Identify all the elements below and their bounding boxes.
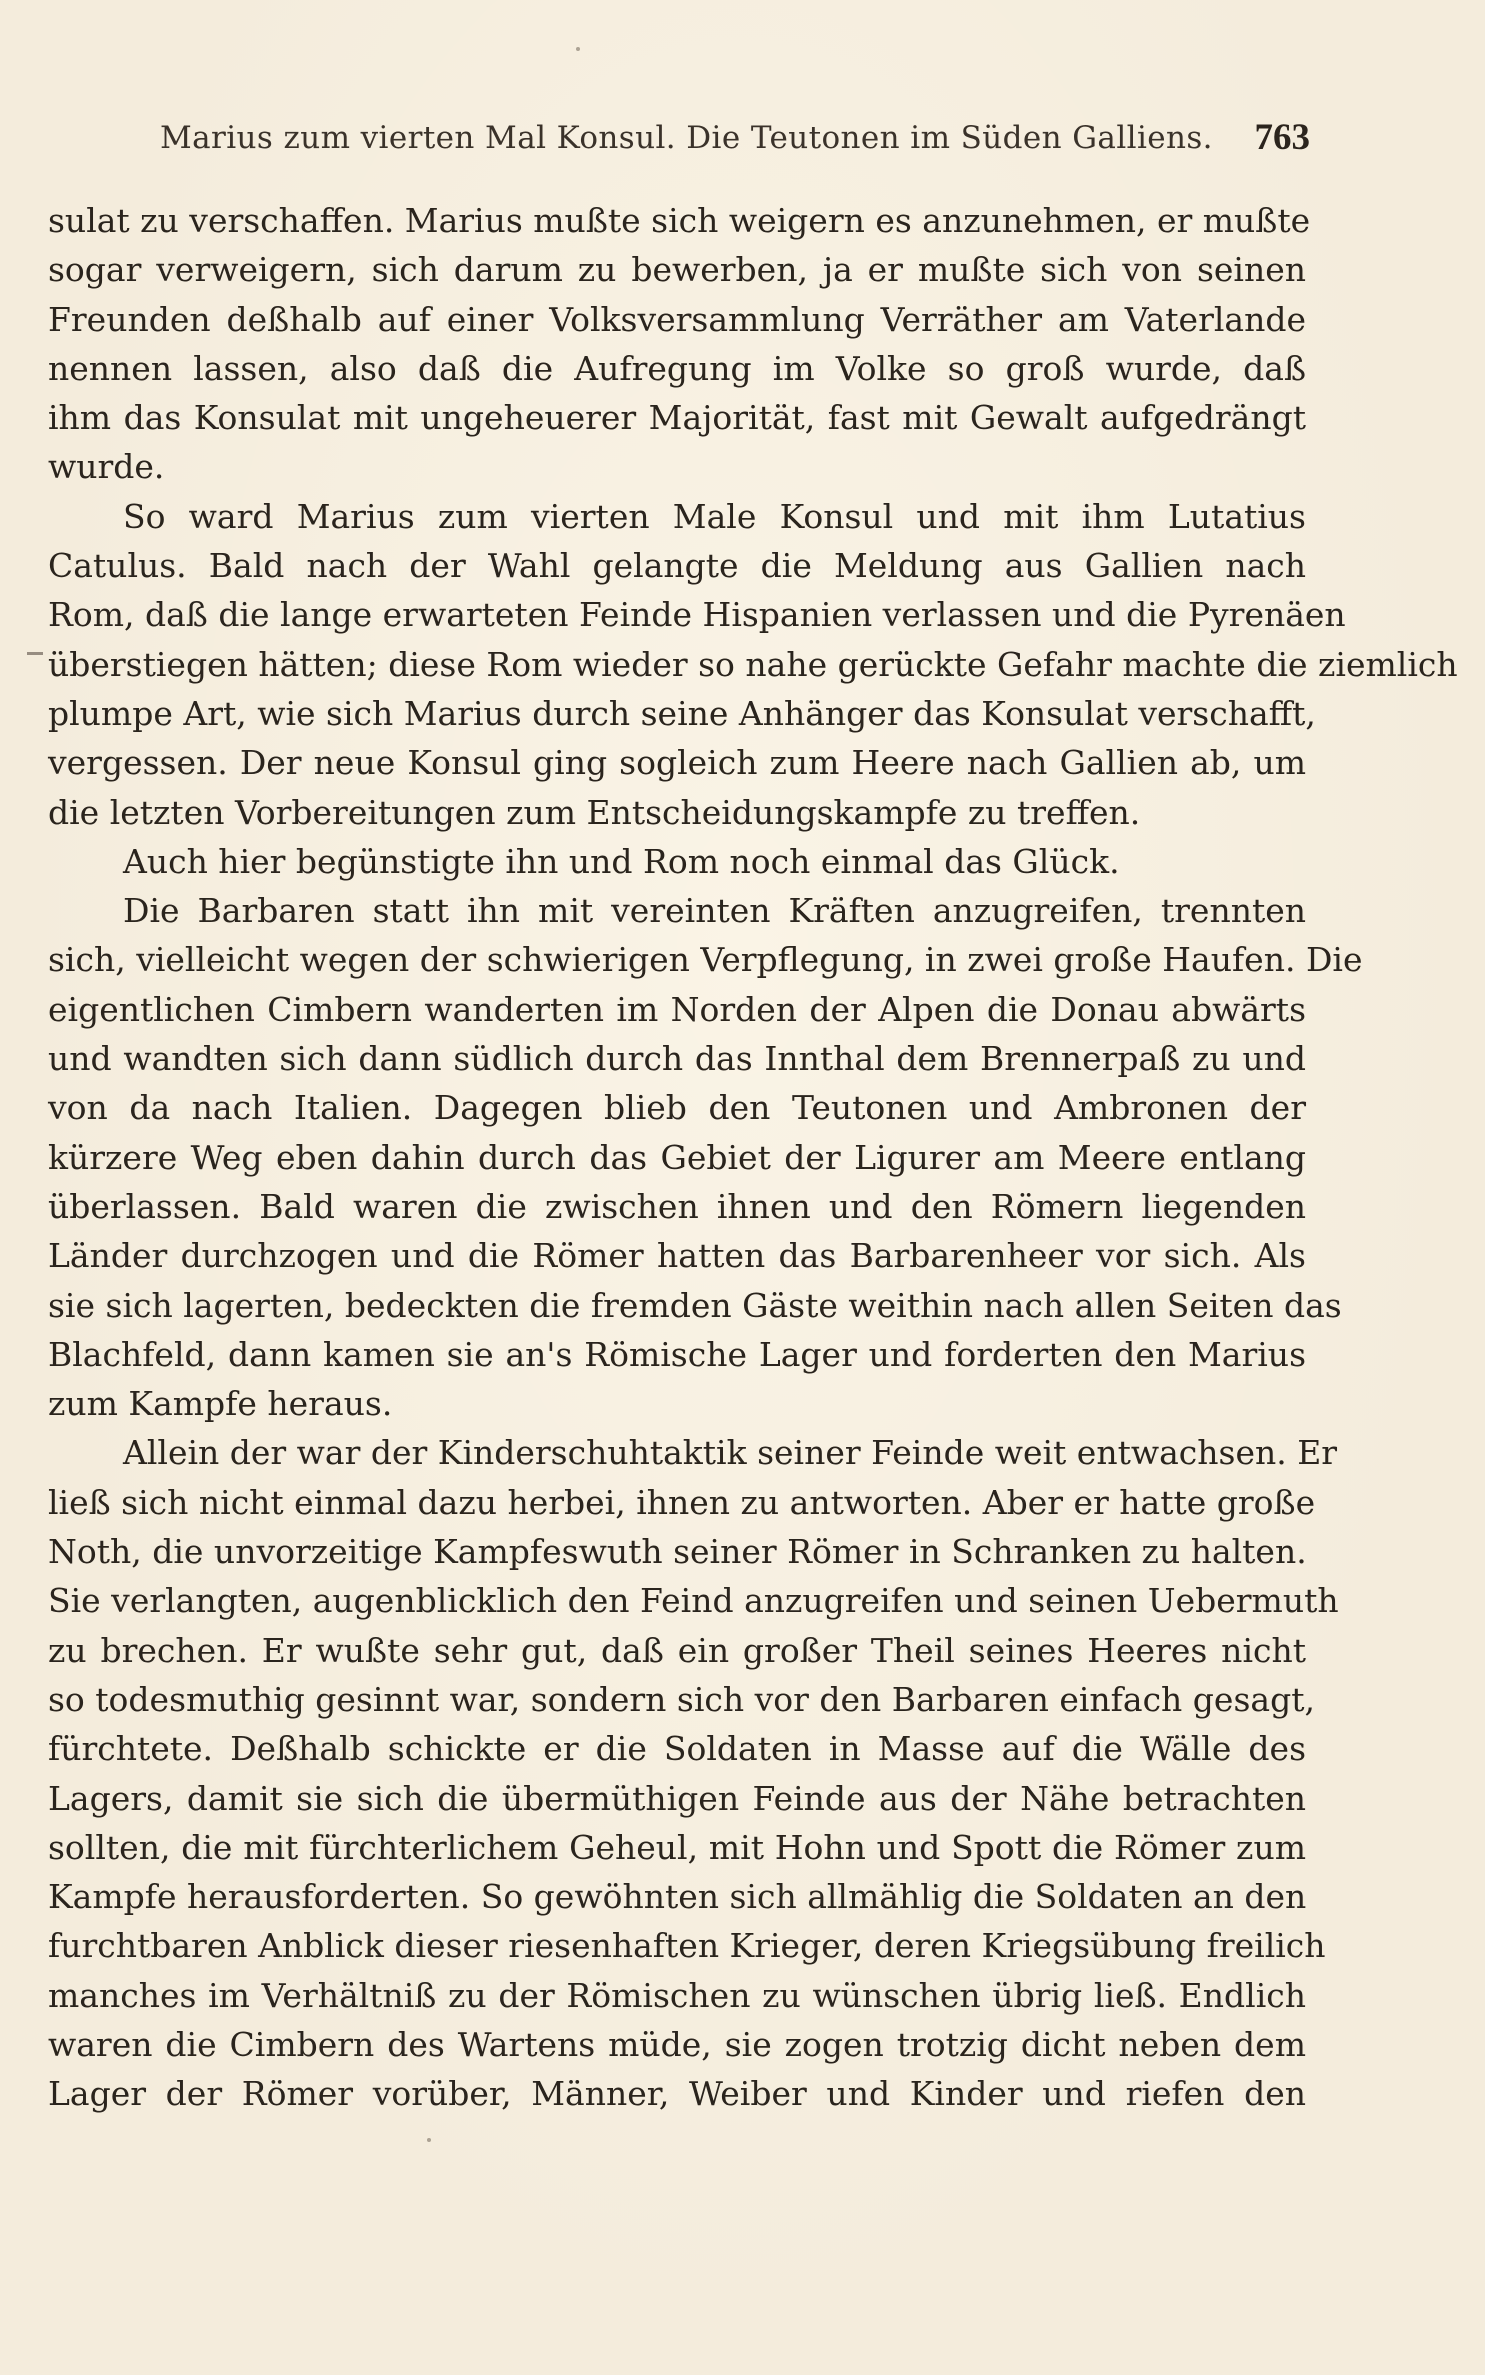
text-line: sogar verweigern, sich darum zu bewerben, ja er mußte sich von seinen bbox=[48, 250, 1306, 290]
text-line: überstiegen hätten; diese Rom wieder so nahe gerückte Gefahr machte die ziemlich bbox=[48, 644, 1458, 684]
text-line: sich, vielleicht wegen der schwierigen Verpflegung, in zwei große Haufen. Die bbox=[48, 940, 1363, 980]
text-line: ließ sich nicht einmal dazu herbei, ihnen zu antworten. Aber er hatte große bbox=[48, 1482, 1316, 1522]
text-line: sulat zu verschaffen. Marius mußte sich weigern es anzunehmen, er mußte bbox=[48, 201, 1311, 240]
text-line: so todesmuthig gesinnt war, sondern sich vor den Barbaren einfach gesagt, bbox=[48, 1679, 1315, 1719]
text-line: zum Kampfe heraus. bbox=[48, 1384, 393, 1424]
text-line: plumpe Art, wie sich Marius durch seine Anhänger das Konsulat verschafft, bbox=[48, 693, 1316, 733]
paper-speck bbox=[576, 47, 580, 51]
text-line: Noth, die unvorzeitige Kampfeswuth seiner Römer in Schranken zu halten. bbox=[48, 1532, 1307, 1572]
text-line: Kampfe herausforderten. So gewöhnten sich allmählig die Soldaten an den bbox=[48, 1877, 1307, 1917]
text-line: eigentlichen Cimbern wanderten im Norden der Alpen die Donau abwärts bbox=[48, 989, 1306, 1029]
text-line: furchtbaren Anblick dieser riesenhaften Krieger, deren Kriegsübung freilich bbox=[48, 1926, 1326, 1966]
text-line: Catulus. Bald nach der Wahl gelangte die Meldung aus Gallien nach bbox=[48, 546, 1306, 586]
text-line: ihm das Konsulat mit ungeheuerer Majorität, fast mit Gewalt aufgedrängt bbox=[48, 398, 1306, 438]
text-line: Länder durchzogen und die Römer hatten das Barbarenheer vor sich. Als bbox=[48, 1236, 1306, 1276]
text-line: von da nach Italien. Dagegen blieb den Teutonen und Ambronen der bbox=[48, 1088, 1306, 1128]
text-line: manches im Verhältniß zu der Römischen zu wünschen übrig ließ. Endlich bbox=[48, 1975, 1306, 2015]
text-line: Freunden deßhalb auf einer Volksversammlung Verräther am Vaterlande bbox=[48, 299, 1306, 339]
text-line: zu brechen. Er wußte sehr gut, daß ein großer Theil seines Heeres nicht bbox=[48, 1630, 1306, 1670]
margin-mark bbox=[27, 652, 43, 655]
running-title: Marius zum vierten Mal Konsul. Die Teutonen im Süden Galliens. bbox=[160, 120, 1213, 156]
text-line: Sie verlangten, augenblicklich den Feind anzugreifen und seinen Uebermuth bbox=[48, 1581, 1339, 1621]
text-line: sie sich lagerten, bedeckten die fremden Gäste weithin nach allen Seiten das bbox=[48, 1285, 1342, 1325]
page-header bbox=[160, 112, 1310, 172]
text-line: Rom, daß die lange erwarteten Feinde Hispanien verlassen und die Pyrenäen bbox=[48, 595, 1346, 635]
text-line: fürchtete. Deßhalb schickte er die Soldaten in Masse auf die Wälle des bbox=[48, 1729, 1306, 1769]
body-text bbox=[48, 196, 1458, 2119]
text-line: Lager der Römer vorüber, Männer, Weiber und Kinder und riefen den bbox=[48, 2074, 1306, 2114]
text-line: vergessen. Der neue Konsul ging sogleich zum Heere nach Gallien ab, um bbox=[48, 743, 1306, 783]
page-number: 763 bbox=[1254, 117, 1310, 158]
paper-speck bbox=[427, 2138, 431, 2142]
text-line: nennen lassen, also daß die Aufregung im Volke so groß wurde, daß bbox=[48, 348, 1306, 388]
text-line: Blachfeld, dann kamen sie an's Römische Lager und forderten den Marius bbox=[48, 1334, 1306, 1374]
text-line: sollten, die mit fürchterlichem Geheul, mit Hohn und Spott die Römer zum bbox=[48, 1827, 1306, 1867]
text-line: Lagers, damit sie sich die übermüthigen Feinde aus der Nähe betrachten bbox=[48, 1778, 1306, 1818]
text-line: Die Barbaren statt ihn mit vereinten Kräften anzugreifen, trennten bbox=[123, 891, 1306, 931]
text-line: So ward Marius zum vierten Male Konsul und mit ihm Lutatius bbox=[123, 496, 1306, 536]
text-line: Allein der war der Kinderschuhtaktik seiner Feinde weit entwachsen. Er bbox=[123, 1433, 1338, 1473]
text-line: überlassen. Bald waren die zwischen ihnen und den Römern liegenden bbox=[48, 1186, 1306, 1226]
text-line: und wandten sich dann südlich durch das Innthal dem Brennerpaß zu und bbox=[48, 1039, 1306, 1079]
text-line: waren die Cimbern des Wartens müde, sie zogen trotzig dicht neben dem bbox=[48, 2024, 1306, 2064]
text-line: Auch hier begünstigte ihn und Rom noch einmal das Glück. bbox=[123, 841, 1120, 881]
text-line: die letzten Vorbereitungen zum Entscheidungskampfe zu treffen. bbox=[48, 792, 1141, 832]
text-line: kürzere Weg eben dahin durch das Gebiet der Ligurer am Meere entlang bbox=[48, 1137, 1306, 1177]
text-line: wurde. bbox=[48, 447, 165, 487]
